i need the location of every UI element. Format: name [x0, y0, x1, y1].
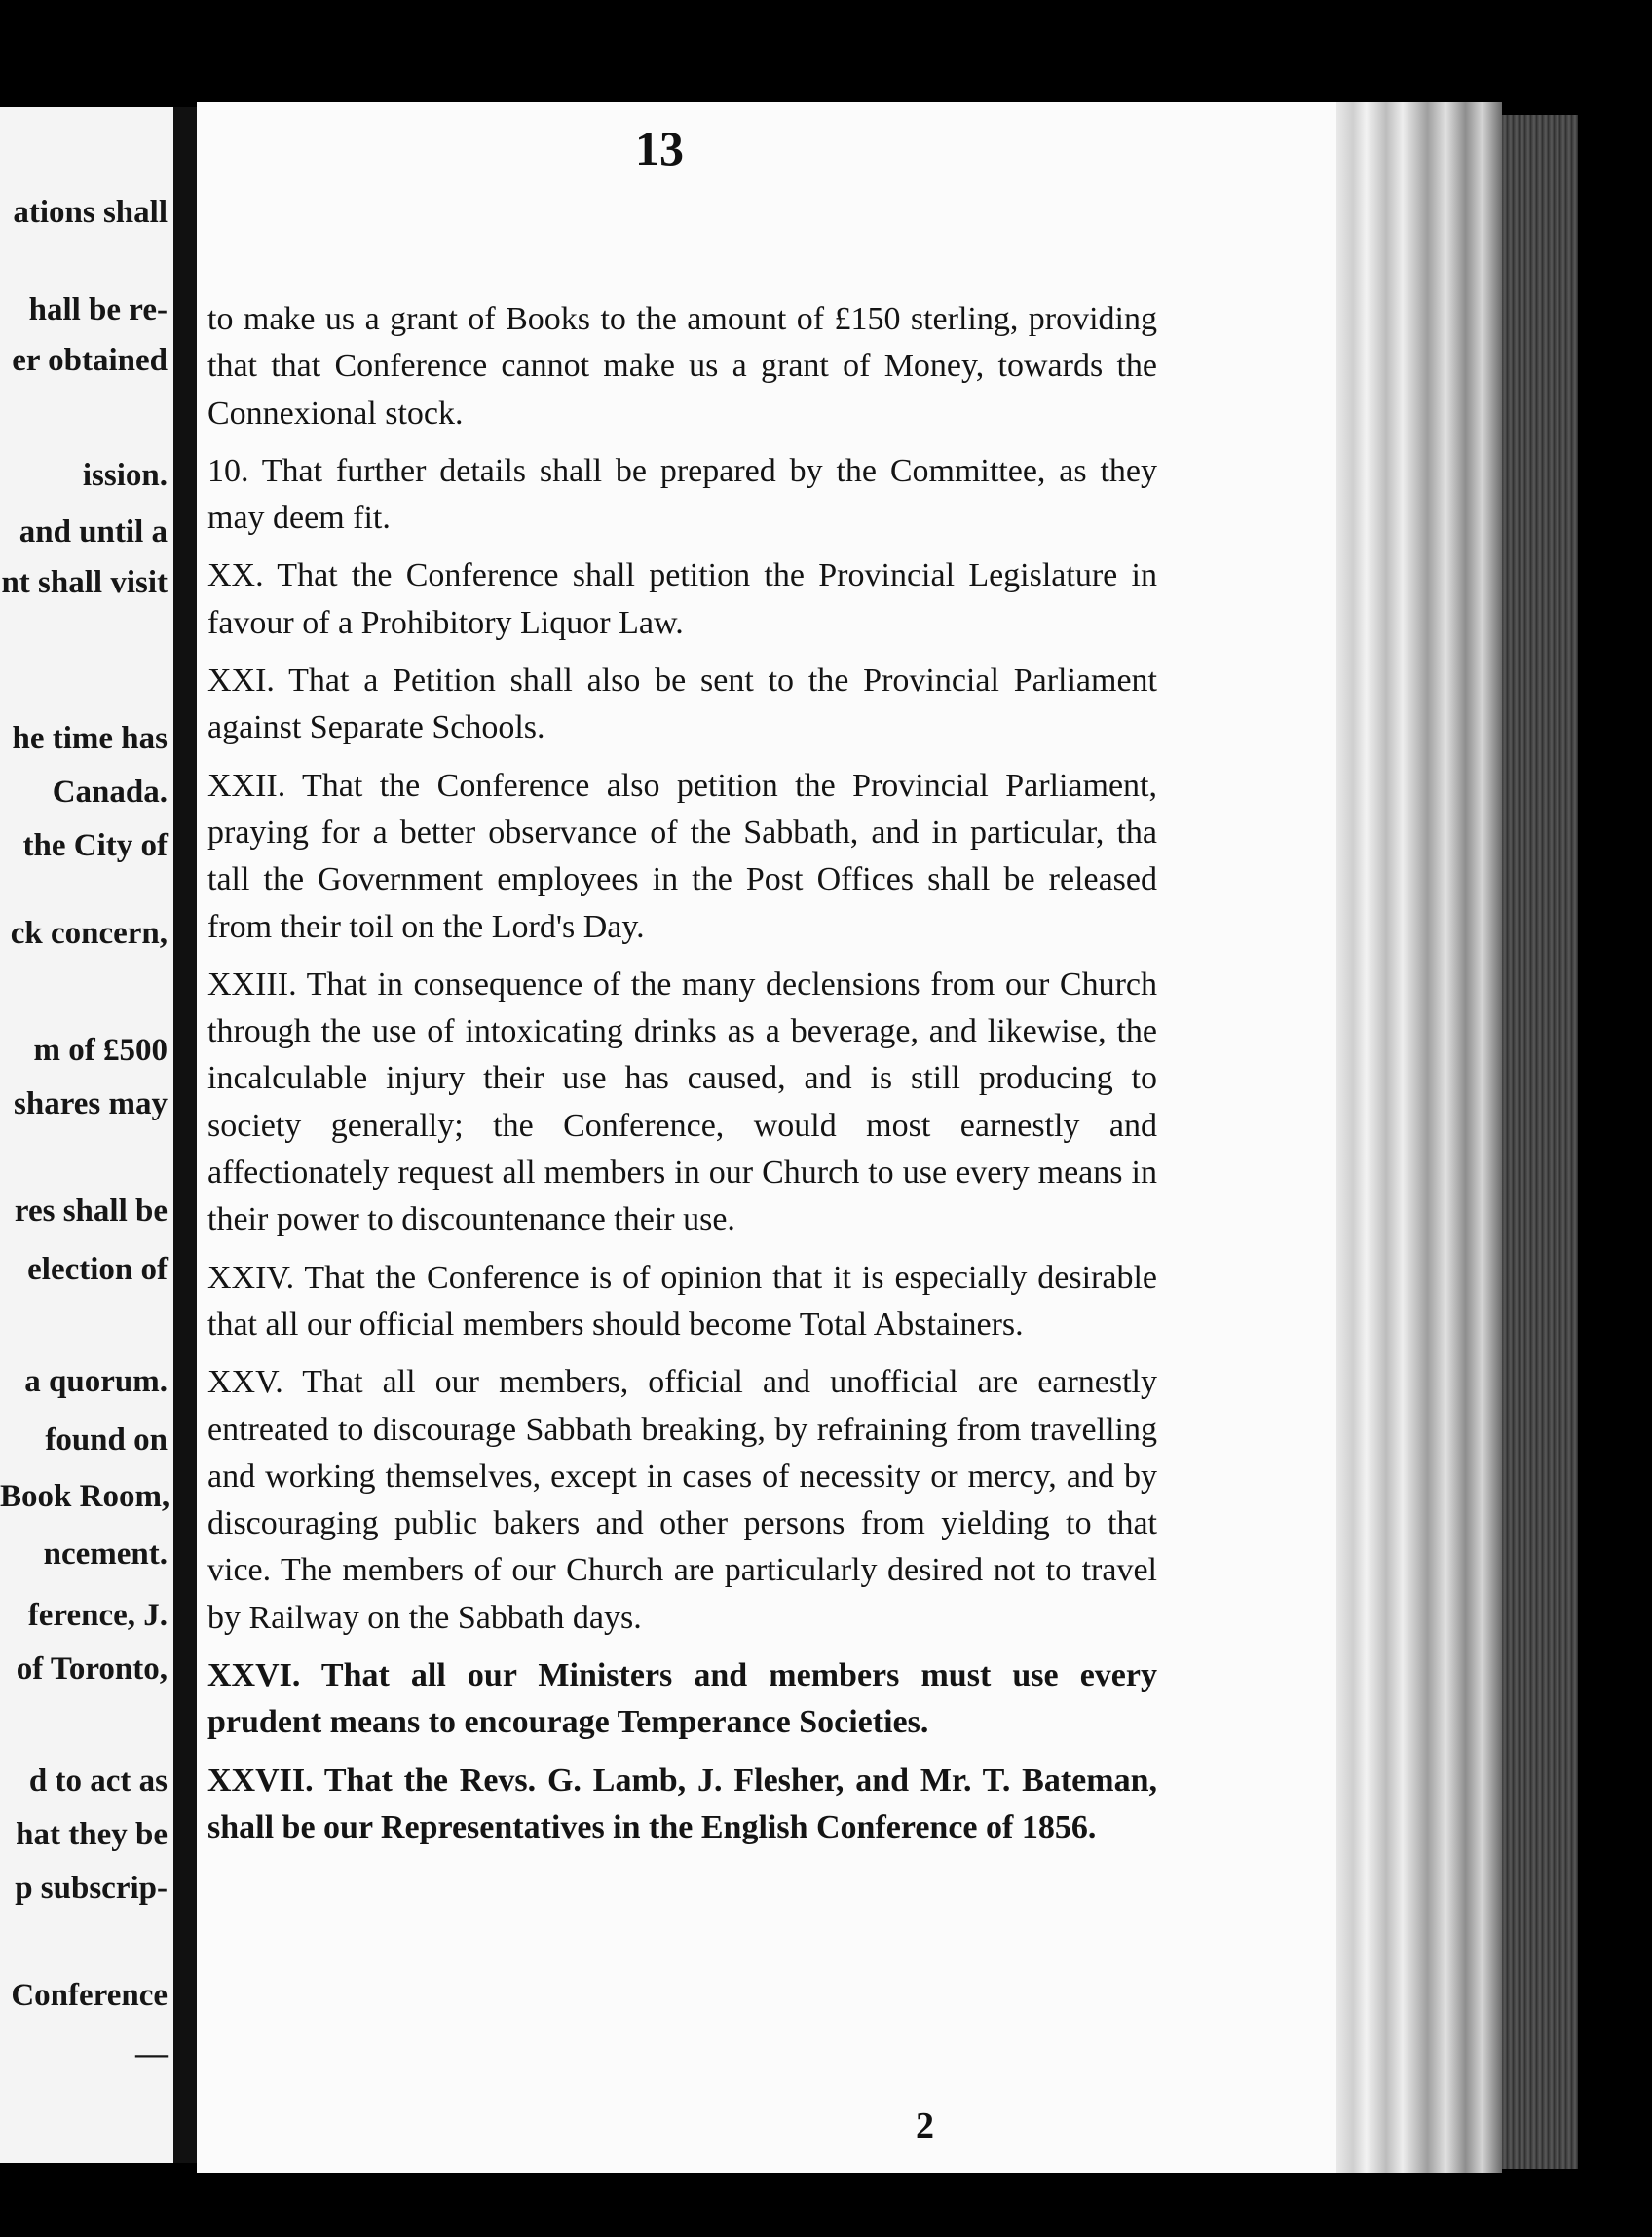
- paragraph-xxiii: XXIII. That in consequence of the many declensions from our Church through the use of intoxicating drinks as a beverage, and likewise, the incalculable injury their use has caused, and is still producing to society generally; the Conference, would most earnestly and affectionately request all members in our Church to use every means in their power to discountenance their use.: [207, 966, 1157, 1238]
- paragraph-xxvii: XXVII. That the Revs. G. Lamb, J. Flesher, and Mr. T. Bateman, shall be our Representatives in the English Conference of 1856.: [207, 1762, 1157, 1845]
- left-page: [0, 107, 173, 2163]
- left-page-fragment: nt shall visit: [1, 565, 168, 600]
- left-page-fragment: Book Room,: [0, 1479, 170, 1514]
- left-page-fragment: and until a: [19, 514, 168, 550]
- left-page-fragment: election of: [27, 1252, 168, 1287]
- left-page-fragment: ission.: [82, 458, 168, 493]
- left-page-fragment: ference, J.: [27, 1598, 168, 1633]
- left-page-fragment: found on: [45, 1422, 168, 1458]
- left-page-fragment: ncement.: [43, 1536, 168, 1572]
- paragraph-10: 10. That further details shall be prepared by the Committee, as they may deem fit.: [207, 452, 1157, 537]
- left-page-fragment: the City of: [22, 828, 168, 863]
- left-page-fragment: shares may: [14, 1086, 168, 1121]
- paragraph-xxv: XXV. That all our members, official and unofficial are earnestly entreated to discourage Sabbath breaking, by refraining from travelling and working themselves, except in cases of necessity or mercy, and by discouraging public bakers and other persons from yielding to that vice. The members of our Church are particularly desired not to travel by Railway on the Sabbath days.: [207, 1364, 1157, 1636]
- left-page-fragment: Conference: [11, 1978, 168, 2013]
- book-gutter: [173, 107, 197, 2163]
- signature-mark: 2: [916, 2105, 934, 2146]
- body-text: [207, 296, 1157, 1862]
- paragraph-xxii: XXII. That the Conference also petition the Provincial Parliament, praying for a better observance of the Sabbath, and in particular, tha tall the Government employees in the Post Offices shall be released from their toil on the Lord's Day.: [207, 767, 1157, 945]
- book-cover: [1502, 115, 1578, 2169]
- left-page-fragment: hat they be: [16, 1817, 168, 1852]
- left-page-fragment: d to act as: [28, 1763, 168, 1799]
- left-page-fragment: of Toronto,: [16, 1651, 168, 1687]
- left-page-fragment: Canada.: [52, 775, 168, 810]
- left-page-fragment: m of £500: [33, 1033, 168, 1068]
- left-page-fragment: ck concern,: [10, 916, 168, 951]
- left-page-fragment: a quorum.: [24, 1364, 168, 1399]
- left-page-fragment: —: [135, 2036, 168, 2071]
- left-page-fragment: er obtained: [12, 343, 168, 378]
- paragraph-books-grant: to make us a grant of Books to the amount of £150 sterling, providing that that Conference cannot make us a grant of Money, towards the Connexional stock.: [207, 301, 1157, 432]
- page-number: 13: [635, 121, 684, 175]
- left-page-fragment: hall be re-: [28, 292, 168, 327]
- left-page-fragment: he time has: [12, 721, 168, 756]
- paragraph-xx: XX. That the Conference shall petition the Provincial Legislature in favour of a Prohibitory Liquor Law.: [207, 557, 1157, 641]
- paragraph-xxiv: XXIV. That the Conference is of opinion that it is especially desirable that all our official members should become Total Abstainers.: [207, 1259, 1157, 1343]
- left-page-fragment: ations shall: [13, 195, 168, 230]
- paragraph-xxi: XXI. That a Petition shall also be sent to the Provincial Parliament against Separate Schools.: [207, 663, 1157, 746]
- paragraph-xxvi: XXVI. That all our Ministers and members must use every prudent means to encourage Temperance Societies.: [207, 1657, 1157, 1741]
- left-page-fragment: p subscrip-: [15, 1871, 168, 1906]
- page-edges: [1336, 102, 1502, 2173]
- left-page-fragment: res shall be: [14, 1194, 168, 1229]
